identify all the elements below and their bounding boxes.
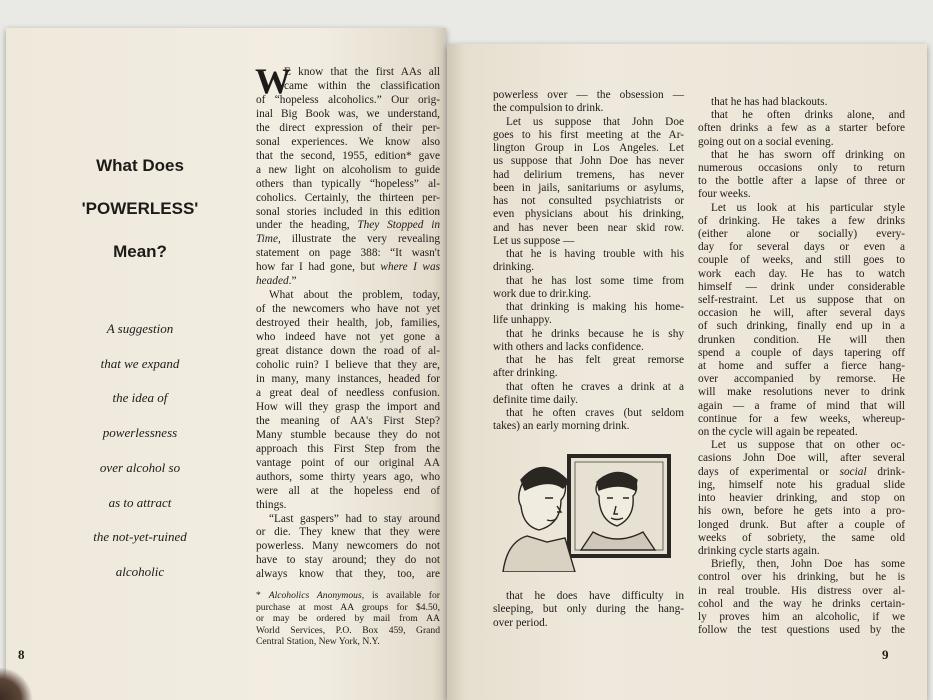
text-segment: drink- xyxy=(866,465,905,478)
text-line: “Last gaspers” had to stay around xyxy=(269,512,440,525)
text-line: or may be ordered by mail from AA xyxy=(256,613,440,624)
text-line: takes) an early morning drink. xyxy=(493,420,630,433)
text-line: that he has felt great remorse xyxy=(506,354,684,366)
subtitle-line: the idea of xyxy=(112,390,168,406)
italic-text: They Stopped in xyxy=(357,219,440,232)
text-line: has not consulted psychiatrists or xyxy=(493,195,684,207)
text-line: What about the problem, today, xyxy=(269,289,440,302)
italic-text: Alcoholics Anonymous xyxy=(268,590,362,601)
italic-text: headed xyxy=(256,275,289,288)
text-line: were all at the hopeless end of xyxy=(256,484,440,497)
subtitle-line: powerlessness xyxy=(102,425,178,441)
text-line: have to stay around; they do not xyxy=(256,554,440,567)
text-line: the meaning of AA's First Step? xyxy=(256,414,440,427)
text-line: definite time daily. xyxy=(493,393,578,406)
text-segment: , illustrate the very revealing xyxy=(277,233,440,246)
text-line: life unhappy. xyxy=(493,314,552,327)
subtitle-line: alcoholic xyxy=(115,563,165,579)
text-line: spend a couple of days tapering off xyxy=(698,346,905,359)
article-subtitle xyxy=(40,312,240,590)
text-line: again — a frame of mind that will xyxy=(698,399,905,412)
text-line xyxy=(698,466,905,479)
text-segment: days of experimental or xyxy=(698,465,840,478)
text-segment: how far I had gone, but xyxy=(256,261,381,274)
text-line: came within the classification xyxy=(284,79,440,92)
text-line: casions John Doe will, after several xyxy=(698,452,905,465)
drop-cap: W xyxy=(255,61,291,101)
text-line: the compulsion to drink. xyxy=(493,102,604,115)
page-number-left: 8 xyxy=(18,647,25,662)
text-line: over accompanied by remorse. He xyxy=(698,373,905,386)
text-line xyxy=(256,233,440,247)
text-line: that often he craves a drink at a xyxy=(506,380,684,393)
text-line: that he has sworn off drinking on xyxy=(711,148,905,161)
text-line: work due to drir.king. xyxy=(493,287,592,300)
text-line: sleeping, but only during the hang- xyxy=(493,603,684,616)
text-line: weeks of sobriety, the same old xyxy=(698,531,905,544)
text-line: into heavier drinking, and stop on xyxy=(698,492,905,505)
right-column-1-top xyxy=(493,89,684,434)
text-line: been in jails, sanitariums or asylums, xyxy=(493,181,684,194)
text-line: drinking. xyxy=(493,261,535,274)
text-line: control over his drinking, but he is xyxy=(698,571,905,584)
right-column-1-bottom xyxy=(493,590,684,630)
text-line: self-restraint. Let us suppose that on xyxy=(698,294,905,307)
text-line: will make resolutions never to drink xyxy=(698,386,905,399)
left-body-column xyxy=(255,61,440,582)
text-line: continue for a few weeks, whereup- xyxy=(698,412,905,425)
text-line: coholic ruin? I believe that they are, xyxy=(256,359,440,372)
text-line xyxy=(256,219,440,233)
text-line: Let us suppose — xyxy=(493,234,575,247)
subtitle-line: over alcohol so xyxy=(99,459,181,475)
text-line: that drinking is making his home- xyxy=(506,301,684,313)
text-line: over period. xyxy=(493,616,548,629)
text-line: going out on a social evening. xyxy=(698,135,834,148)
text-line: statement on page 388: “It wasn't xyxy=(256,247,440,260)
text-line: that the second, 1955, edition* gave xyxy=(256,149,440,162)
text-segment: .” xyxy=(288,275,297,288)
man-face xyxy=(503,467,575,572)
text-line: that he has lost some time from xyxy=(506,274,684,287)
italic-text: social xyxy=(839,465,867,478)
text-line: that he is having trouble with his xyxy=(506,248,684,260)
text-line: great distance down the road of al- xyxy=(256,345,440,358)
text-line: powerless over — the obsession — xyxy=(493,89,684,101)
text-line: cohol and the way he drinks certain- xyxy=(698,597,905,610)
text-line: often drinks a few as a starter before xyxy=(698,122,905,135)
text-line: Briefly, then, John Doe has some xyxy=(711,558,905,571)
text-line: of the newcomers who have not yet xyxy=(256,303,440,316)
subtitle-line: that we expand xyxy=(100,355,180,371)
text-line: day for several days or even a xyxy=(698,241,905,254)
text-line: drinking cycle starts again. xyxy=(698,544,820,557)
text-line: lington Group in Los Angeles. Let xyxy=(493,142,684,154)
text-line: sonal stories included in this edition xyxy=(256,205,440,218)
text-line: Many stumble because they do not xyxy=(256,428,440,441)
text-line: follow the test questions used by the xyxy=(698,624,905,637)
text-line: on the cycle will again be repeated. xyxy=(698,426,858,439)
text-segment: * xyxy=(256,590,269,601)
text-line: a great deal of needless confusion. xyxy=(256,386,440,399)
text-line: coholics. Certainly, the thirteen per- xyxy=(256,191,440,204)
text-line: that he often craves (but seldom xyxy=(506,407,684,419)
text-line xyxy=(256,275,440,289)
text-line xyxy=(256,261,440,275)
text-line: four weeks. xyxy=(698,188,751,201)
text-line: purchase at most AA groups for $4.50, xyxy=(256,601,440,613)
text-line: Central Station, New York, N.Y. xyxy=(256,636,380,647)
subtitle-line: the not-yet-ruined xyxy=(93,529,187,545)
text-line: others than typically “hopeless” al- xyxy=(256,177,440,190)
text-line: to the bottle after a lapse of three or xyxy=(698,175,905,188)
text-line: numerous occasions only to return xyxy=(698,162,905,175)
text-line: E know that the first AAs all xyxy=(284,66,440,78)
man-at-mirror-illustration xyxy=(495,450,675,572)
text-line: that he often drinks alone, and xyxy=(711,109,905,122)
text-line: vantage point of our original AA xyxy=(256,456,440,469)
text-line: his own, before he gets into a pro- xyxy=(698,505,905,518)
text-line: Let us look at his particular style xyxy=(711,201,905,214)
text-line: things. xyxy=(256,498,287,511)
text-line: us suppose that John Doe has never xyxy=(493,155,684,168)
text-line: How will they grasp the import and xyxy=(256,400,440,413)
right-column-2 xyxy=(698,96,905,637)
text-line: inal Big Book was, we understand, xyxy=(256,107,440,120)
text-line: of such drinking, finally end up in a xyxy=(698,320,905,333)
text-line: drunken condition. He will then xyxy=(698,333,905,346)
text-segment: under the heading, xyxy=(256,219,358,232)
text-line: the direct expression of their per- xyxy=(256,121,440,134)
text-line: ing, himself note his gradual slide xyxy=(698,478,905,491)
text-line: goes to his first meeting at the Ar- xyxy=(493,128,684,141)
text-line: (either alone or socially) every- xyxy=(698,228,905,241)
title-line: Mean? xyxy=(113,242,167,261)
text-line: work each day. He has to watch xyxy=(698,267,905,280)
text-line: or die. They knew that they were xyxy=(256,526,440,539)
title-line: What Does xyxy=(96,156,184,175)
text-line: Let us suppose that on other oc- xyxy=(711,439,905,452)
title-line: 'POWERLESS' xyxy=(81,199,199,218)
thumb-shadow xyxy=(0,668,34,700)
text-line: and has never been near skid row. xyxy=(493,221,684,234)
text-line: occasion he will, after several days xyxy=(698,307,905,320)
text-line: longed drunk. But after a couple of xyxy=(698,518,905,531)
text-line: at home and suffer a fierce hang- xyxy=(698,360,905,373)
text-line: Let us suppose that John Doe xyxy=(506,115,684,128)
text-line: even physicians about his drinking, xyxy=(493,208,684,221)
text-line: with others and lacks confidence. xyxy=(493,340,644,353)
text-line: always know that they, too, are xyxy=(256,568,440,581)
subtitle-line: as to attract xyxy=(108,494,172,510)
subtitle-line: A suggestion xyxy=(106,321,174,336)
text-line: destroyed their health, job, families, xyxy=(256,317,440,330)
footnote xyxy=(256,590,440,648)
italic-text: where I was xyxy=(380,261,440,274)
text-line: that he does have difficulty in xyxy=(506,590,684,602)
text-line: had delirium tremens, has never xyxy=(493,168,684,181)
text-line: of drinking. He takes a few drinks xyxy=(698,214,905,227)
text-line: that he has had blackouts. xyxy=(711,96,828,108)
text-segment: , is available for xyxy=(361,590,440,601)
text-line: sonal experiences. We know also xyxy=(256,135,440,148)
text-line: authors, some thirty years ago, who xyxy=(256,470,440,483)
italic-text: Time xyxy=(256,233,278,246)
text-line: a new light on alcoholism to guide xyxy=(256,163,440,176)
text-line: of “hopeless alcoholics.” Our orig- xyxy=(256,93,440,106)
page-number-right: 9 xyxy=(882,647,889,662)
text-line: ly proves him an alcoholic, if we xyxy=(698,610,905,623)
text-line: himself — drink under considerable xyxy=(698,280,905,293)
text-line: in many, many instances, headed for xyxy=(256,372,440,385)
text-line: after drinking. xyxy=(493,367,558,380)
text-line: in real trouble. His distress over al- xyxy=(698,584,905,597)
text-line: powerless. Many newcomers do not xyxy=(256,540,440,553)
text-line: who indeed have not yet gone a xyxy=(256,331,440,344)
text-line xyxy=(256,590,440,602)
text-line: couple of weeks, and still goes to xyxy=(698,254,905,267)
text-line: approach this First Step from the xyxy=(256,442,440,455)
text-line: World Services, P.O. Box 459, Grand xyxy=(256,624,440,636)
text-line: that he drinks because he is shy xyxy=(506,327,684,340)
article-title xyxy=(40,144,240,273)
